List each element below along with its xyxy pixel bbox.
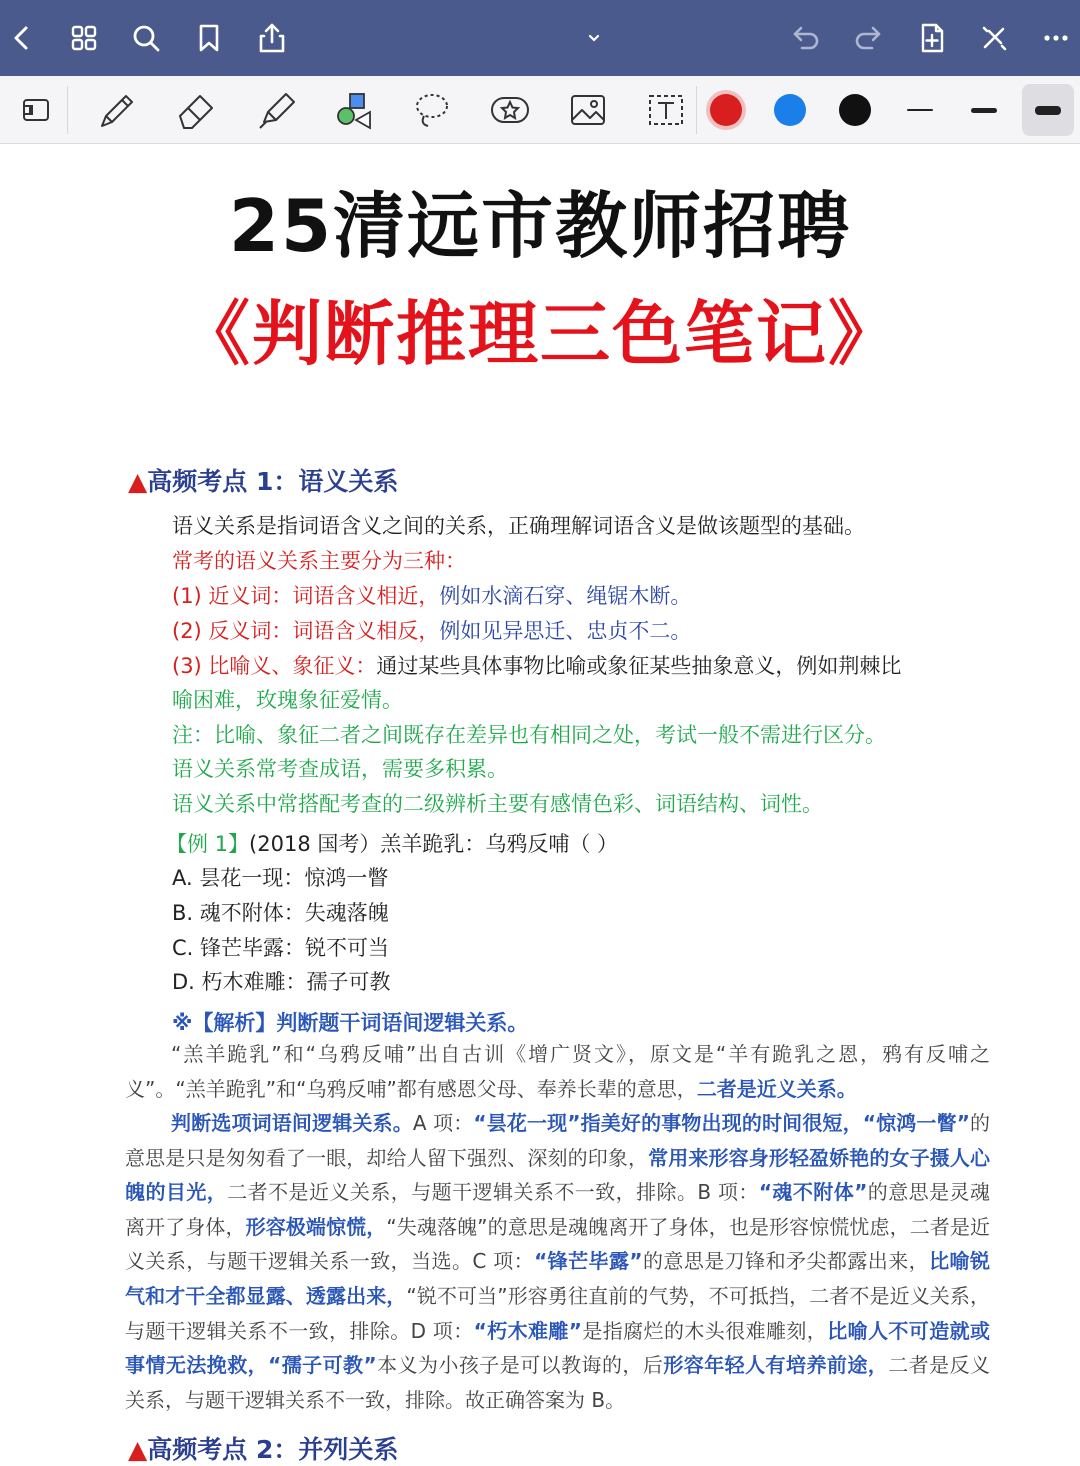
grid-icon[interactable] — [64, 18, 104, 58]
example-question — [166, 828, 618, 858]
analysis-text: 二者是反义关系，与题干逻辑关系不一致，排除。故正确答案为 B。 — [125, 1353, 991, 1412]
analysis-highlight: “锋芒毕露” — [534, 1249, 643, 1274]
note-line: 注：比喻、象征二者之间既存在差异也有相同之处，考试一般不需进行区分。 — [172, 723, 886, 747]
bookmark-icon[interactable] — [189, 18, 229, 58]
document-page — [0, 144, 1080, 1464]
analysis-text: 二者不是近义关系，与题干逻辑关系不一致，排除。B 项： — [227, 1180, 759, 1205]
thickness-medium[interactable] — [958, 84, 1010, 136]
image-icon[interactable] — [562, 84, 614, 136]
analysis-text: A 项： — [412, 1111, 474, 1135]
thickness-thin[interactable] — [894, 84, 946, 136]
undo-icon[interactable] — [786, 18, 826, 58]
section-heading — [128, 462, 398, 498]
tool-palette-icon[interactable] — [10, 84, 62, 136]
analysis-heading: ※【解析】判断题干词语间逻辑关系。 — [172, 1011, 529, 1035]
analysis-paragraph-1 — [125, 1037, 990, 1106]
term-example: 例如见异思迁、忠贞不二。 — [439, 619, 692, 643]
pen-icon[interactable] — [90, 84, 142, 136]
analysis-highlight: 形容年轻人有培养前途， — [663, 1353, 889, 1378]
text-icon[interactable] — [640, 84, 692, 136]
option-c: C. 锋芒毕露：锐不可当 — [172, 936, 390, 960]
section-heading-next — [128, 1430, 398, 1466]
page-title: 25清远市教师招聘 — [228, 184, 852, 268]
analysis-highlight: “孺子可教” — [268, 1353, 377, 1378]
analysis-text: “失魂落魄”的意思是魂魄离开了身体，也是形容惊慌忧虑，二者是近义关系，与题干逻辑关系一致，当选。C 项： — [125, 1214, 991, 1274]
analysis-text: “羔羊跪乳”和“乌鸦反哺”出自古训《增广贤文》，原文是“羊有跪乳之恩，鸦有反哺之义”。“羔羊跪乳”和“乌鸦反哺”都有感恩父母、奉养长辈的意思， — [125, 1042, 990, 1101]
section-heading-text: 高频考点 1：语义关系 — [147, 467, 399, 496]
lasso-icon[interactable] — [406, 84, 458, 136]
example-tag: 【例 1】 — [166, 832, 250, 856]
analysis-text: 的意思是只是匆匆看了一眼，却给人留下强烈、深刻的印象， — [125, 1111, 991, 1170]
triangle-marker-icon: ▲ — [128, 467, 148, 496]
option-a: A. 昙花一现：惊鸿一瞥 — [172, 866, 389, 890]
analysis-highlight: 比喻人不可造就或事情无法挽救， — [125, 1318, 991, 1378]
page-subtitle: 《判断推理三色笔记》 — [180, 292, 900, 375]
body-line — [172, 615, 691, 645]
analysis-paragraph-2 — [125, 1106, 990, 1417]
term-label: (3) 比喻义、象征义： — [172, 654, 377, 678]
chevron-down-icon[interactable] — [574, 18, 614, 58]
analysis-text: 的意思是灵魂离开了身体， — [125, 1180, 991, 1239]
redo-icon[interactable] — [848, 18, 888, 58]
option-b: B. 魂不附体：失魂落魄 — [172, 901, 389, 925]
chevron-left-icon[interactable] — [2, 18, 42, 58]
section-heading-text: 高频考点 2：并列关系 — [147, 1435, 399, 1464]
analysis-text: 本义为小孩子是可以教诲的，后 — [376, 1353, 664, 1378]
eraser-icon[interactable] — [170, 84, 222, 136]
analysis-highlight: 二者是近义关系。 — [696, 1076, 857, 1101]
analysis-highlight: 形容极端惊慌， — [245, 1214, 387, 1239]
term-label: (2) 反义词：词语含义相反， — [172, 619, 440, 643]
note-line: 语义关系中常搭配考查的二级辨析主要有感情色彩、词语结构、词性。 — [172, 792, 823, 816]
color-swatch-blue[interactable] — [774, 94, 806, 126]
more-icon[interactable] — [1036, 18, 1076, 58]
color-swatch-black[interactable] — [839, 94, 871, 126]
highlighter-icon[interactable] — [250, 84, 302, 136]
analysis-text: “锐不可当”形容勇往直前的气势，不可抵挡，二者不是近义关系，与题干逻辑关系不一致，排除。D 项： — [125, 1283, 990, 1343]
option-d: D. 朽木难雕：孺子可教 — [172, 970, 391, 994]
analysis-highlight: 判断选项词语间逻辑关系。 — [171, 1111, 413, 1135]
analysis-highlight: 比喻锐气和才干全都显露、透露出来， — [125, 1249, 990, 1308]
analysis-highlight: “朽木难雕” — [473, 1318, 582, 1343]
thickness-thick[interactable] — [1022, 84, 1074, 136]
share-icon[interactable] — [252, 18, 292, 58]
analysis-text: 的意思是刀锋和矛尖都露出来， — [642, 1249, 930, 1274]
analysis-highlight: “魂不附体” — [758, 1180, 868, 1205]
triangle-marker-icon: ▲ — [128, 1435, 148, 1464]
body-line: 常考的语义关系主要分为三种： — [172, 549, 466, 573]
term-label: (1) 近义词：词语含义相近， — [172, 584, 440, 608]
term-definition: 通过某些具体事物比喻或象征某些抽象意义，例如荆棘比 — [376, 654, 902, 678]
body-line — [172, 650, 901, 680]
color-swatch-red[interactable] — [710, 94, 742, 126]
body-line — [172, 580, 691, 610]
toolbar-divider — [696, 86, 697, 134]
shapes-icon[interactable] — [328, 84, 380, 136]
toolbar-divider — [67, 86, 68, 134]
analysis-highlight: “昙花一现”指美好的事物出现的时间很短，“惊鸿一瞥” — [473, 1111, 970, 1135]
analysis-text: 是指腐烂的木头很难雕刻， — [581, 1318, 828, 1343]
top-navigation-bar — [0, 0, 1080, 76]
add-page-icon[interactable] — [912, 18, 952, 58]
annotation-toolbar — [0, 76, 1080, 144]
note-line: 语义关系常考查成语，需要多积累。 — [172, 757, 508, 781]
body-line: 喻困难，玫瑰象征爱情。 — [172, 688, 403, 712]
search-icon[interactable] — [126, 18, 166, 58]
example-question-text: (2018 国考）羔羊跪乳：乌鸦反哺（ ） — [249, 832, 619, 856]
analysis-highlight: 常用来形容身形轻盈娇艳的女子摄人心魄的目光， — [125, 1145, 991, 1205]
close-toolbar-icon[interactable] — [974, 18, 1014, 58]
term-example: 例如水滴石穿、绳锯木断。 — [439, 584, 692, 608]
sticker-icon[interactable] — [484, 84, 536, 136]
body-line: 语义关系是指词语含义之间的关系，正确理解词语含义是做该题型的基础。 — [172, 514, 865, 538]
